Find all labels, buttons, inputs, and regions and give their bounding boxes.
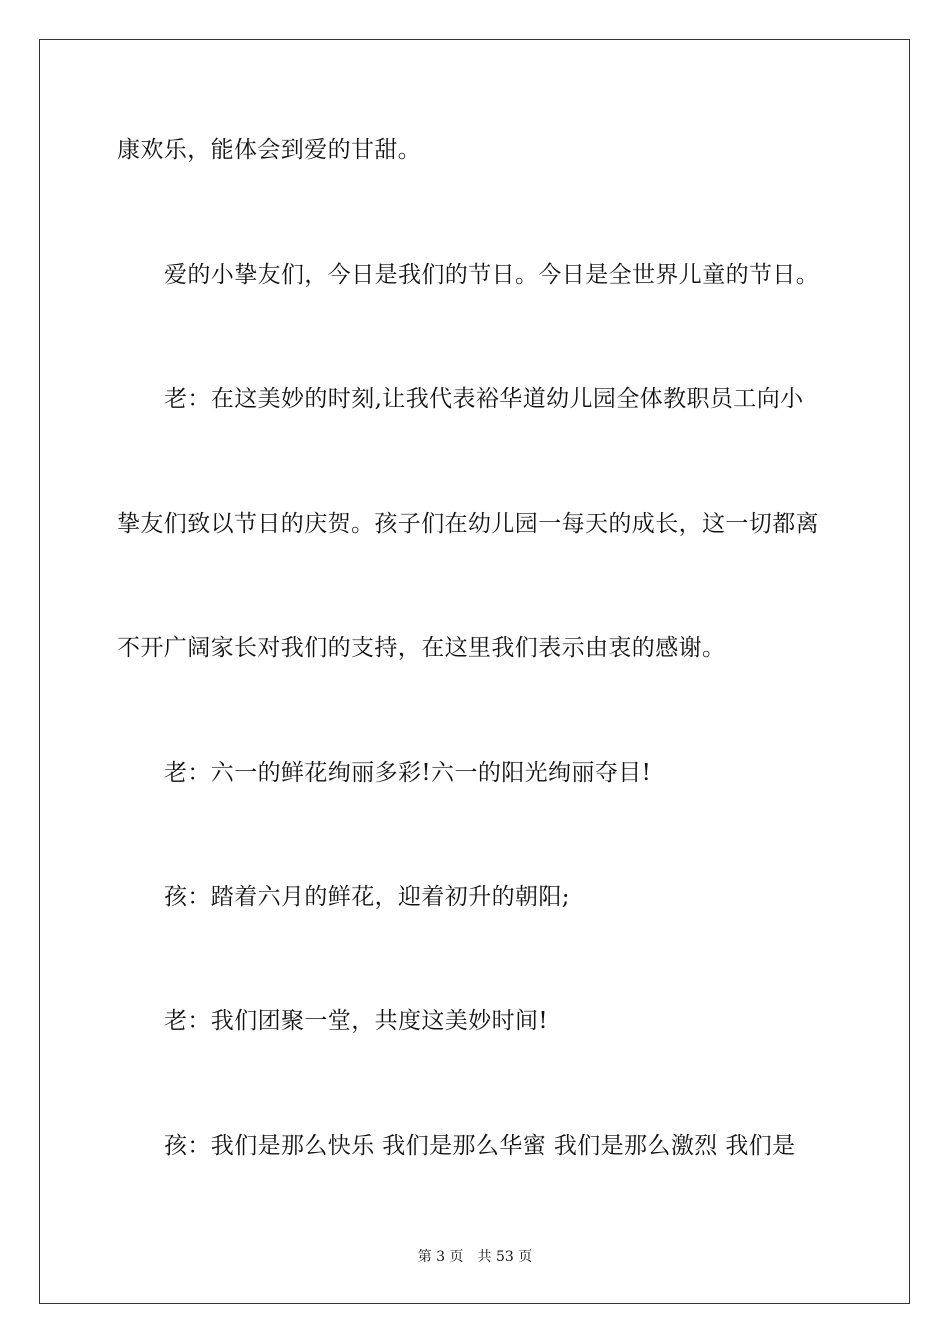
text-line: 爱的小挚友们，今日是我们的节日。今日是全世界儿童的节日。 <box>164 262 820 288</box>
page-number: 第 3 页 <box>417 1249 464 1265</box>
text-line: 老：在这美妙的时刻,让我代表裕华道幼儿园全体教职员工向小 <box>164 386 804 412</box>
page-total: 共 53 页 <box>477 1249 533 1265</box>
text-line: 孩：我们是那么快乐 我们是那么华蜜 我们是那么激烈 我们是 <box>164 1133 796 1159</box>
text-line: 孩：踏着六月的鲜花，迎着初升的朝阳; <box>164 884 570 910</box>
page-border <box>39 39 910 1304</box>
text-line: 康欢乐，能体会到爱的甘甜。 <box>117 137 422 163</box>
text-line: 老：我们团聚一堂，共度这美妙时间! <box>164 1008 549 1034</box>
text-line: 不开广阔家长对我们的支持，在这里我们表示由衷的感谢。 <box>117 635 726 661</box>
text-line: 挚友们致以节日的庆贺。孩子们在幼儿园一每天的成长，这一切都离 <box>117 511 819 537</box>
page-footer <box>0 1247 950 1267</box>
text-line: 老：六一的鲜花绚丽多彩!六一的阳光绚丽夺目! <box>164 760 652 786</box>
